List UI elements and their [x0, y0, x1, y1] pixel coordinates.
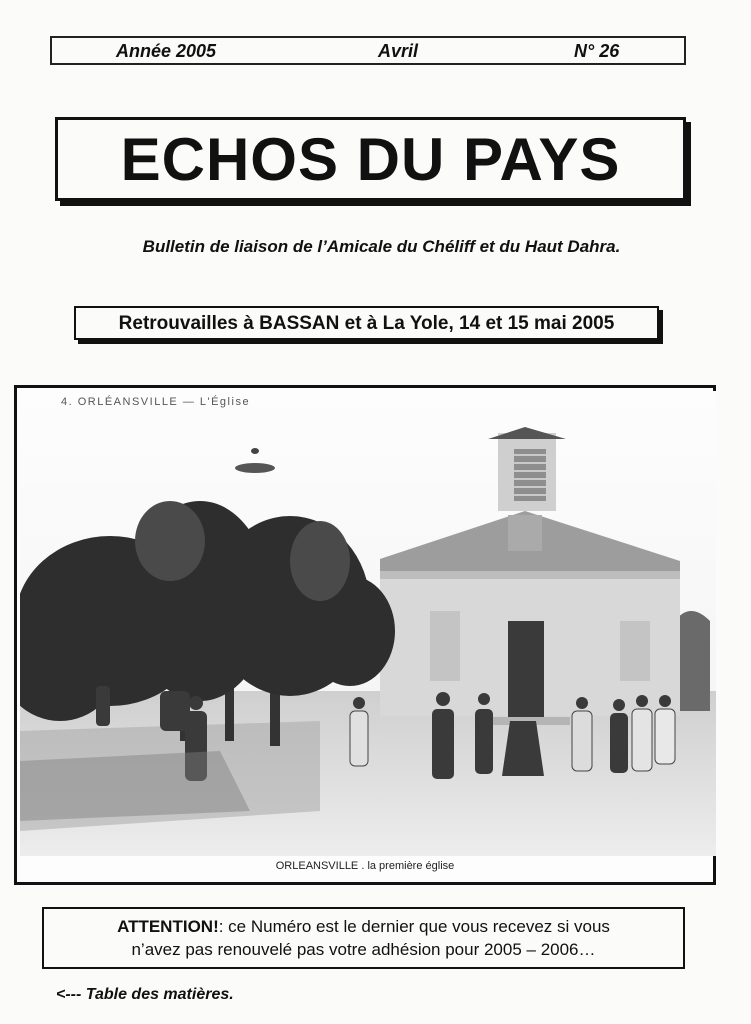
historic-photo — [14, 385, 716, 885]
event-text: Retrouvailles à BASSAN et à La Yole, 14 et 15 mai 2005 — [118, 313, 615, 334]
postcard-label: 4. ORLÉANSVILLE — L'Église — [61, 396, 251, 408]
notice-text — [44, 915, 683, 961]
bulletin-subtitle — [0, 237, 751, 257]
event-banner — [74, 306, 659, 340]
subtitle-text: Bulletin de liaison de l’Amicale du Chéliff et du Haut Dahra. — [142, 237, 621, 256]
notice-line-1: : ce Numéro est le dernier que vous recevez si vous — [218, 917, 610, 936]
notice-attention-label: ATTENTION! — [117, 917, 219, 936]
church-photo-illustration — [20, 391, 716, 856]
issue-month: Avril — [378, 41, 419, 61]
issue-year: Année 2005 — [116, 41, 217, 61]
masthead-title: ECHOS DU PAYS — [120, 126, 621, 193]
table-of-contents-link[interactable]: <--- Table des matières. — [56, 986, 234, 1003]
attention-notice — [42, 907, 685, 969]
issue-info-bar — [50, 36, 686, 65]
photo-caption: ORLEANSVILLE . la première église — [275, 860, 455, 872]
issue-number: N° 26 — [574, 41, 620, 61]
masthead-box — [55, 117, 686, 201]
notice-line-2: n’avez pas renouvelé pas votre adhésion pour 2005 – 2006… — [131, 940, 596, 959]
